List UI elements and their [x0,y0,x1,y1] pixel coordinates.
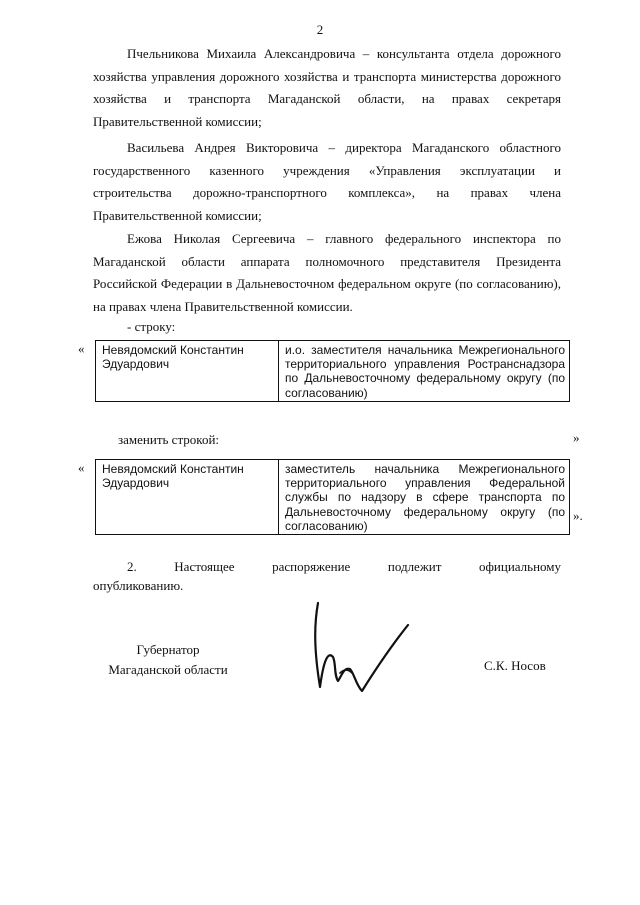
open-quote-2: « [78,460,85,475]
signatory-name: С.К. Носов [484,658,546,673]
new-row-table [95,459,570,535]
signatory-title-line-1: Губернатор [136,642,200,657]
member-description-2: – директора Магаданского областного государственного казенного учреждения «Управления эксплуатации и строительства дорожно-транспортного комплекса», на правах члена Правительственной комиссии; [93,140,561,223]
clause-2-number: 2. [127,559,137,574]
old-row-name: Невядомский Константин Эдуардович [96,341,279,402]
member-description-1: – консультанта отдела дорожного хозяйства управления дорожного хозяйства и транспорта министерства дорожного хозяйства и транспорта Магаданской области, на правах секретаря Правительственной комиссии; [93,46,561,129]
member-paragraph-2 [93,137,561,227]
member-name-2: Васильева Андрея Викторовича [127,140,319,155]
member-description-3: – главного федерального инспектора по Магаданской области аппарата полномочного представителя Президента Российской Федерации в Дальневосточном федеральном округе (по согласованию), на правах члена Правительственной комиссии. [93,231,562,314]
member-paragraph-3 [93,228,561,318]
page-number: 2 [316,22,324,37]
clause-2-word-4: официальному [479,559,562,574]
open-quote-1: « [78,341,85,356]
clause-2-word-3: подлежит [387,559,442,574]
signatory-title-line-2: Магаданской области [108,662,228,677]
member-name-3: Ежова Николая Сергеевича [127,231,296,246]
member-name-1: Пчельникова Михаила Александровича [127,46,356,61]
new-row-name: Невядомский Константин Эдуардович [96,460,279,535]
table-row [96,341,570,402]
table-row [96,460,570,535]
old-row-table [95,340,570,402]
close-quote-1: » [573,430,580,445]
clause-2-word-1: Настоящее [174,559,235,574]
member-paragraph-1 [93,43,561,133]
old-row-position: и.о. заместителя начальника Межрегионального территориального управления Ространснадзора по Дальневосточному федеральному округу (по согласованию) [279,341,570,402]
close-quote-2: ». [573,508,583,523]
clause-2-line-1 [93,556,561,578]
signatory-title [93,640,243,680]
clause-2-word-2: распоряжение [272,559,351,574]
replace-with-label: заменить строкой: [118,432,220,447]
clause-2-line-2: опубликованию. [93,578,184,593]
handwritten-signature [300,595,420,700]
new-row-position: заместитель начальника Межрегионального территориального управления Федеральной службы по надзору в сфере транспорта по Дальневосточному федеральному округу (по согласованию) [279,460,570,535]
replace-line-label: - строку: [127,319,176,334]
